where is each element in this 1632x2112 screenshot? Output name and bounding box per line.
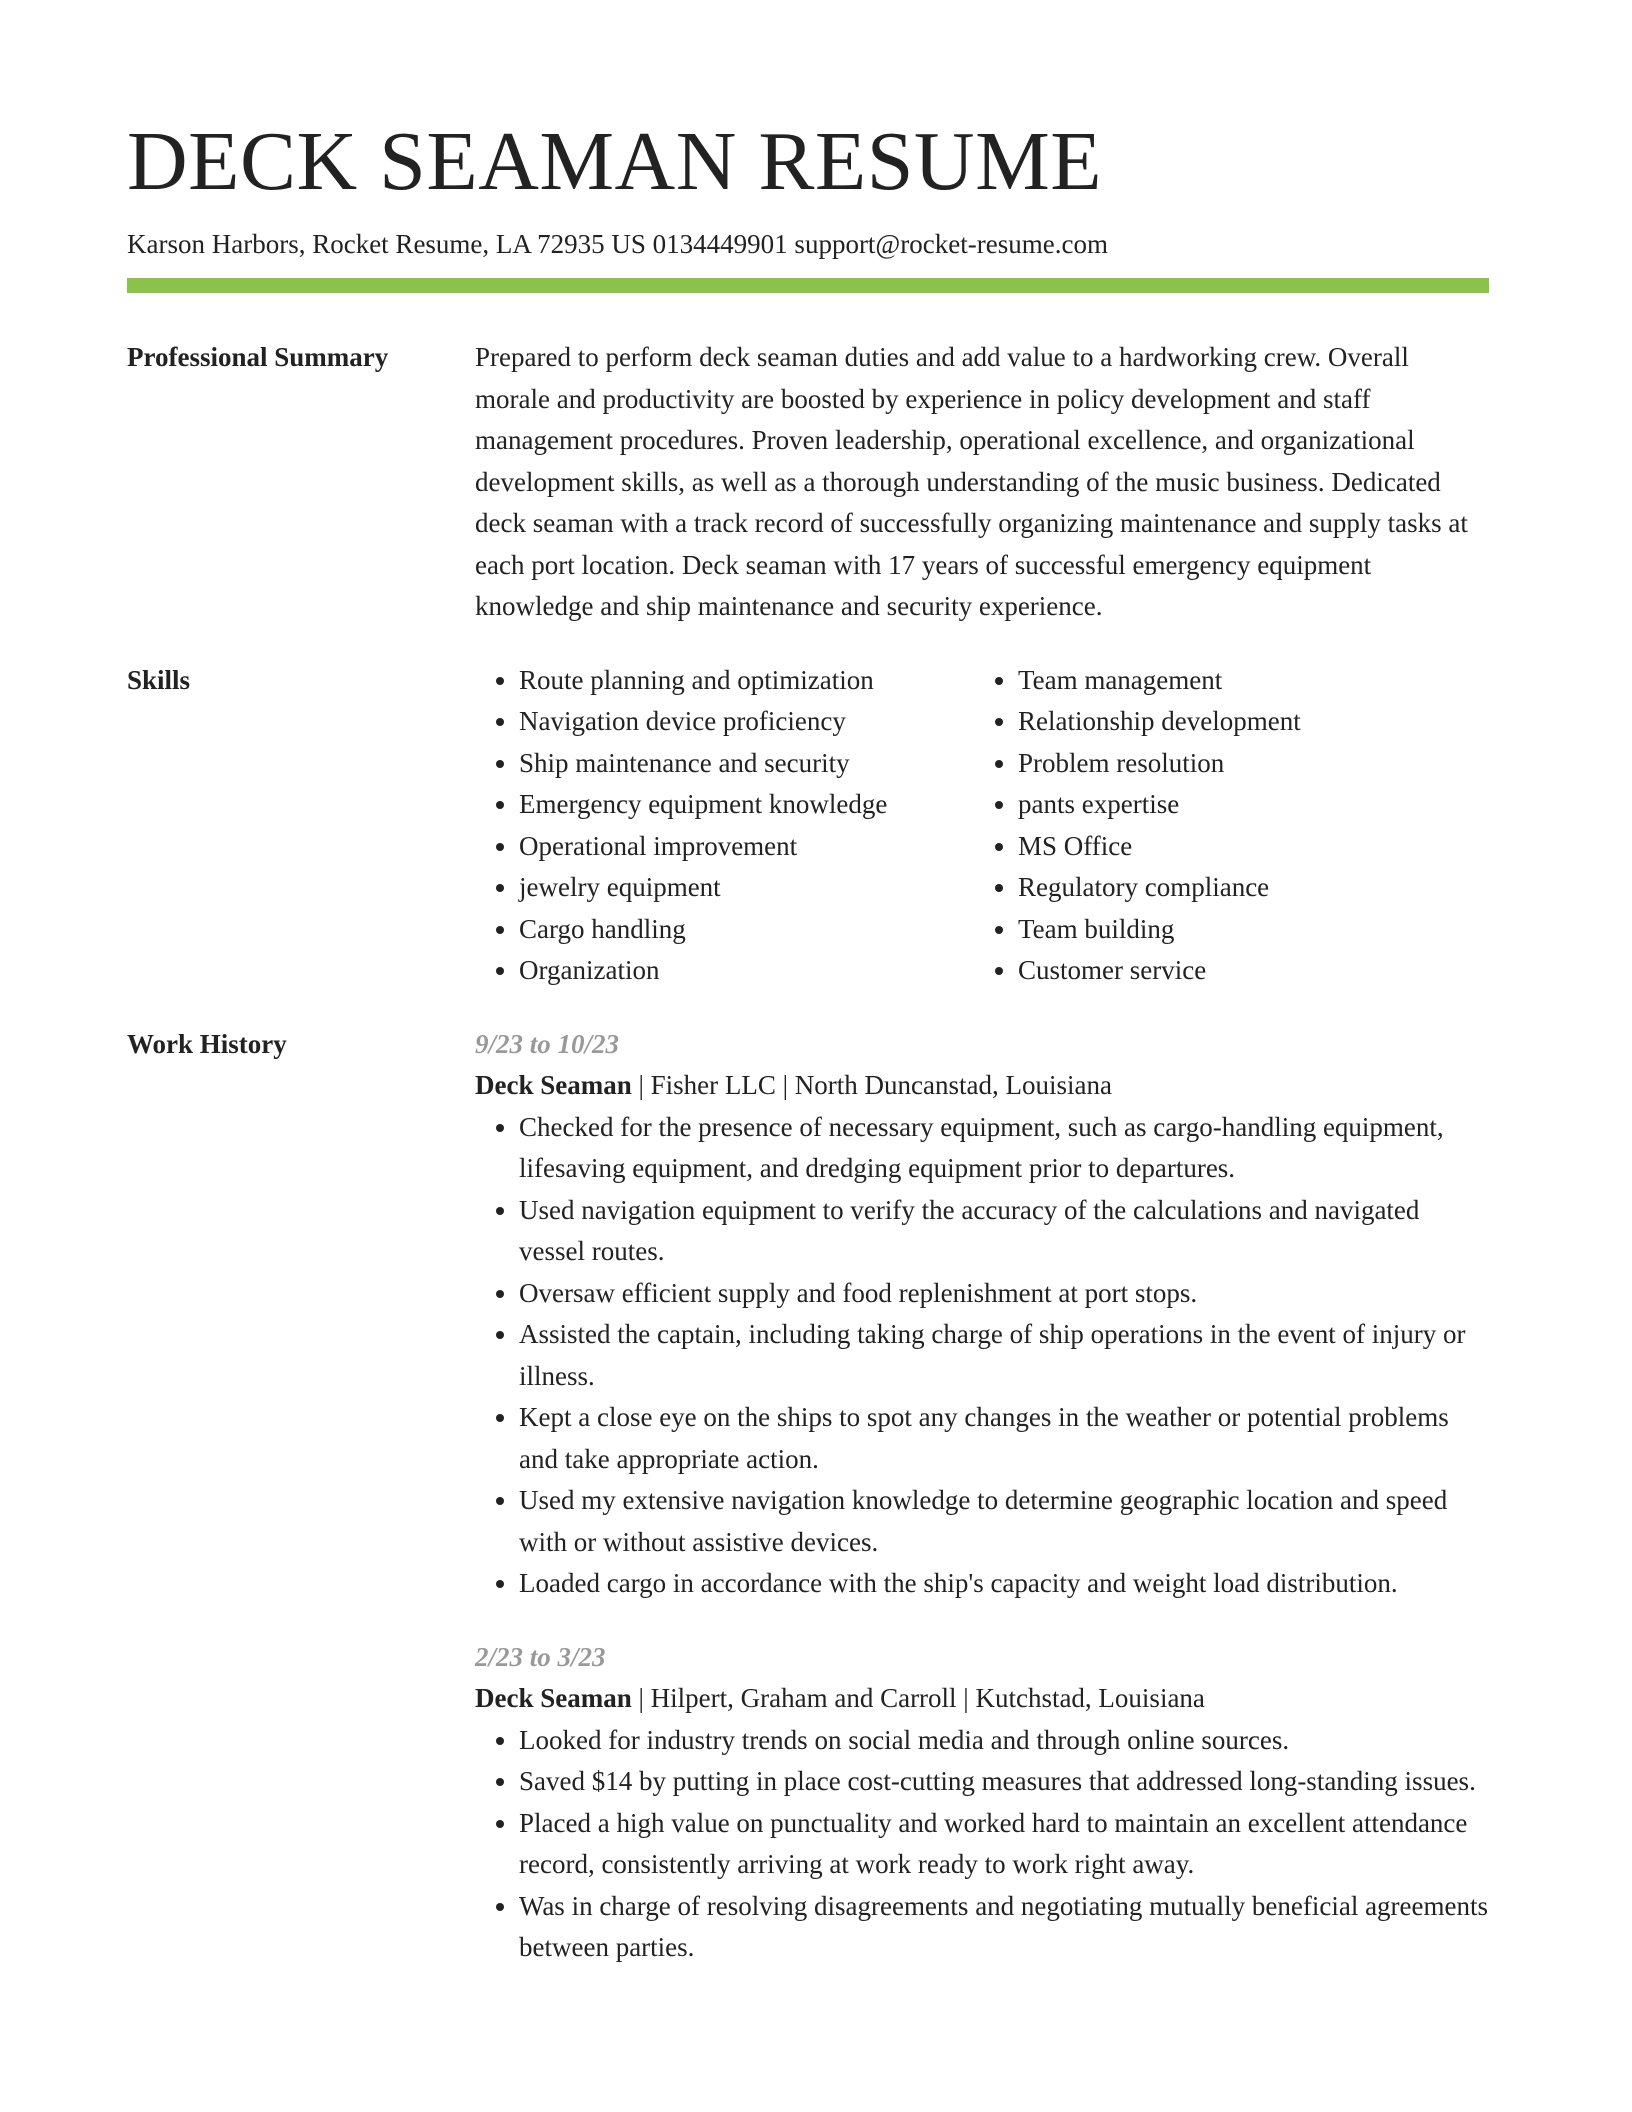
- job-entry: [475, 1024, 1489, 1605]
- accent-divider: [127, 278, 1489, 293]
- skills-section: [127, 660, 1489, 992]
- summary-section: [127, 337, 1489, 628]
- job-details: | Hilpert, Graham and Carroll | Kutchstad, Louisiana: [631, 1683, 1205, 1714]
- job-bullet: • Oversaw efficient supply and food replenishment at port stops.: [519, 1273, 1489, 1315]
- skills-columns: [475, 660, 1489, 992]
- job-bullets: [475, 1720, 1489, 1969]
- skill-item: • Customer service: [1018, 950, 1488, 992]
- skills-body: [475, 660, 1489, 992]
- job-bullet: • Assisted the captain, including taking charge of ship operations in the event of injury or illness.: [519, 1314, 1489, 1397]
- skill-item: • Team management: [1018, 660, 1488, 702]
- job-bullet: • Used navigation equipment to verify the accuracy of the calculations and navigated vessel routes.: [519, 1190, 1489, 1273]
- job-date: 9/23 to 10/23: [475, 1028, 620, 1059]
- skill-item: • Operational improvement: [519, 826, 974, 868]
- skill-item: • jewelry equipment: [519, 867, 974, 909]
- skill-item: • pants expertise: [1018, 784, 1488, 826]
- job-bullet: • Looked for industry trends on social media and through online sources.: [519, 1720, 1489, 1762]
- skill-item: • Team building: [1018, 909, 1488, 951]
- job-title: Deck Seaman: [475, 1683, 632, 1714]
- skill-item: • Organization: [519, 950, 974, 992]
- contact-info: Karson Harbors, Rocket Resume, LA 72935 US 0134449901 support@rocket-resume.com: [127, 229, 1108, 259]
- job-details: | Fisher LLC | North Duncanstad, Louisiana: [631, 1070, 1112, 1101]
- skills-list-right: [974, 660, 1488, 992]
- job-bullet: • Checked for the presence of necessary equipment, such as cargo-handling equipment, lifesaving equipment, and dredging equipment prior to departures.: [519, 1107, 1489, 1190]
- skills-list-left: [475, 660, 974, 992]
- job-bullets: [475, 1107, 1489, 1605]
- job-bullet: • Saved $14 by putting in place cost-cutting measures that addressed long-standing issues.: [519, 1761, 1489, 1803]
- job-date: 2/23 to 3/23: [475, 1641, 606, 1672]
- job-bullet: • Used my extensive navigation knowledge to determine geographic location and speed with or without assistive devices.: [519, 1480, 1489, 1563]
- job-entry: [475, 1637, 1489, 1969]
- resume-page: [127, 0, 1489, 1969]
- work-history-heading: Work History: [127, 1028, 287, 1059]
- skill-item: • Emergency equipment knowledge: [519, 784, 974, 826]
- job-bullet: • Was in charge of resolving disagreements and negotiating mutually beneficial agreements between parties.: [519, 1886, 1489, 1969]
- job-bullet: • Loaded cargo in accordance with the ship's capacity and weight load distribution.: [519, 1563, 1489, 1605]
- skill-item: • Regulatory compliance: [1018, 867, 1488, 909]
- job-title: Deck Seaman: [475, 1070, 632, 1101]
- summary-text: Prepared to perform deck seaman duties and add value to a hardworking crew. Overall morale and productivity are boosted by experience in policy development and staff management procedures. Proven leadership, operational excellence, and organizational development skills, as well as a thorough understanding of the music business. Dedicated deck seaman with a track record of successfully organizing maintenance and supply tasks at each port location. Deck seaman with 17 years of successful emergency equipment knowledge and ship maintenance and security experience.: [475, 342, 1468, 622]
- skill-item: • Cargo handling: [519, 909, 974, 951]
- job-bullet: • Placed a high value on punctuality and worked hard to maintain an excellent attendance record, consistently arriving at work ready to work right away.: [519, 1803, 1489, 1886]
- skill-item: • Relationship development: [1018, 701, 1488, 743]
- skill-item: • MS Office: [1018, 826, 1488, 868]
- job-header: [475, 1065, 1489, 1107]
- skills-heading: Skills: [127, 664, 191, 695]
- skill-item: • Ship maintenance and security: [519, 743, 974, 785]
- skill-item: • Problem resolution: [1018, 743, 1488, 785]
- skill-item: • Navigation device proficiency: [519, 701, 974, 743]
- resume-title: DECK SEAMAN RESUME: [127, 115, 1103, 208]
- work-history-body: [475, 1024, 1489, 1969]
- skill-item: • Route planning and optimization: [519, 660, 974, 702]
- job-header: [475, 1678, 1489, 1720]
- job-bullet: • Kept a close eye on the ships to spot any changes in the weather or potential problems and take appropriate action.: [519, 1397, 1489, 1480]
- work-history-section: [127, 1024, 1489, 1969]
- summary-heading: Professional Summary: [127, 342, 389, 373]
